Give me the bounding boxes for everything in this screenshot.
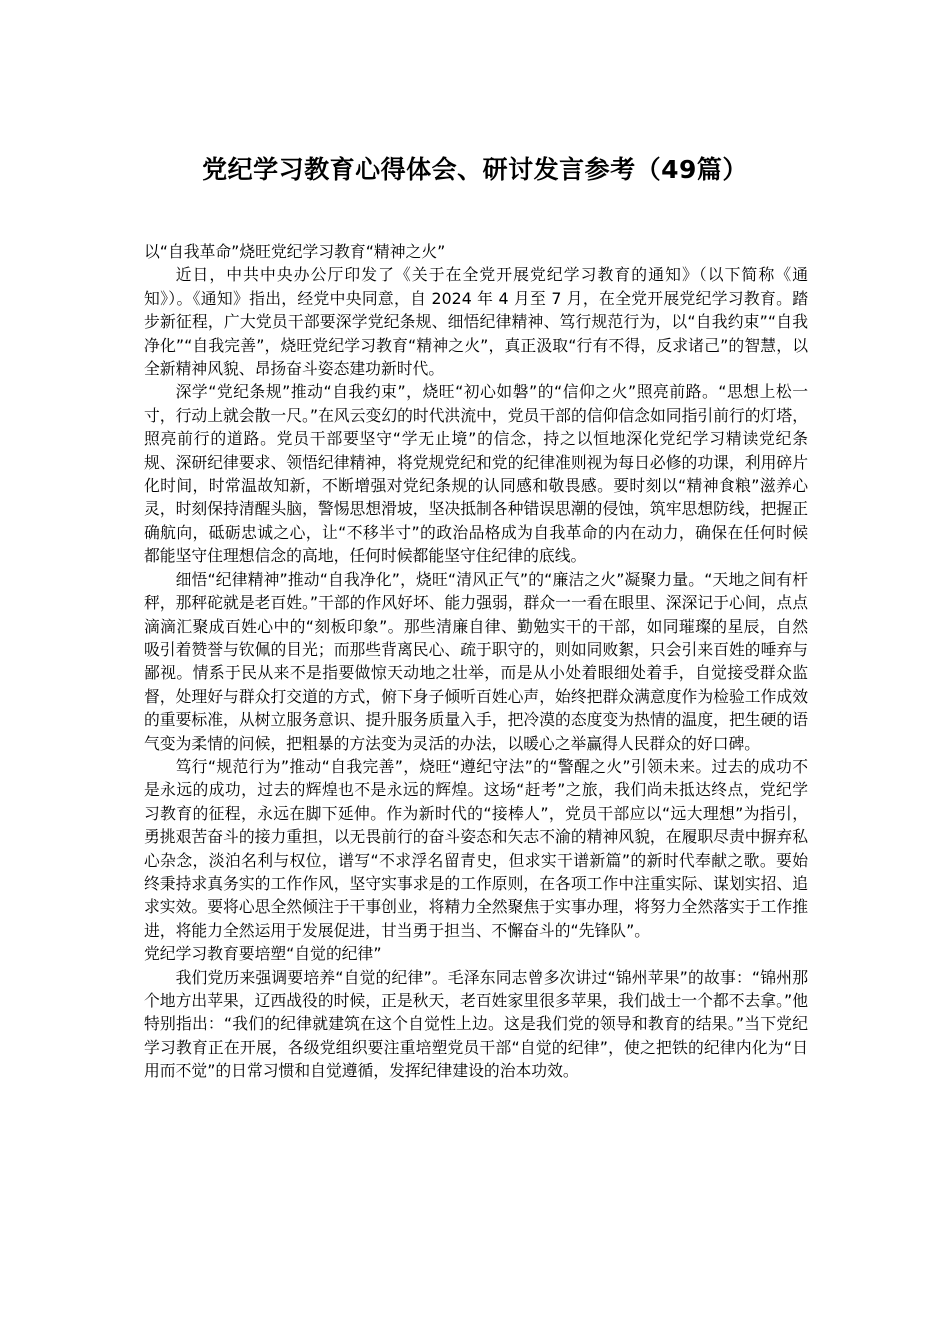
paragraph: 细悟“纪律精神”推动“自我净化”，烧旺“清风正气”的“廉洁之火”凝聚力量。“天地之间有杆秤，那秤砣就是老百姓。”干部的作风好坏、能力强弱，群众一一看在眼里、深深记于心间，点点滴滴汇聚成百姓心中的“刻板印象”。那些清廉自律、勤勉实干的干部，如同璀璨的星辰，自然吸引着赞誉与钦佩的目光；而那些背离民心、疏于职守的，则如同败絮，只会引来百姓的唾弃与鄙视。情系于民从来不是指要做惊天动地之壮举，而是从小处着眼细处着手，自觉接受群众监督，处理好与群众打交道的方式，俯下身子倾听百姓心声，始终把群众满意度作为检验工作成效的重要标准，从树立服务意识、提升服务质量入手，把冷漠的态度变为热情的温度，把生硬的语气变为柔情的问候，把粗暴的方法变为灵活的办法，以暖心之举赢得人民群众的好口碑。 xyxy=(144,569,808,753)
section-heading: 以“自我革命”烧旺党纪学习教育“精神之火” xyxy=(144,242,446,261)
paragraph: 我们党历来强调要培养“自觉的纪律”。毛泽东同志曾多次讲过“锦州苹果”的故事：“锦州那个地方出苹果，辽西战役的时候，正是秋天，老百姓家里很多苹果，我们战士一个都不去拿。”他特别指出：“我们的纪律就建筑在这个自觉性上边。这是我们党的领导和教育的结果。”当下党纪学习教育正在开展，各级党组织要注重培塑党员干部“自觉的纪律”，使之把铁的纪律内化为“日用而不觉”的日常习惯和自觉遵循，发挥纪律建设的治本功效。 xyxy=(144,967,808,1081)
document-title: 党纪学习教育心得体会、研讨发言参考（49篇） xyxy=(202,155,748,184)
paragraph: 深学“党纪条规”推动“自我约束”，烧旺“初心如磐”的“信仰之火”照亮前路。“思想上松一寸，行动上就会散一尺。”在风云变幻的时代洪流中，党员干部的信仰信念如同指引前行的灯塔，照亮前行的道路。党员干部要坚守“学无止境”的信念，持之以恒地深化党纪学习精读党纪条规、深研纪律要求、领悟纪律精神，将党规党纪和党的纪律准则视为每日必修的功课，利用碎片化时间，时常温故知新，不断增强对党纪条规的认同感和敬畏感。要时刻以“精神食粮”滋养心灵，时刻保持清醒头脑，警惕思想滑坡，坚决抵制各种错误思潮的侵蚀，筑牢思想防线，把握正确航向，砥砺忠诚之心，让“不移半寸”的政治品格成为自我革命的内在动力，确保在任何时候都能坚守住理想信念的高地，任何时候都能坚守住纪律的底线。 xyxy=(144,382,808,566)
document-body xyxy=(144,240,808,1083)
paragraph: 近日，中共中央办公厅印发了《关于在全党开展党纪学习教育的通知》（以下简称《通知》）。《通知》指出，经党中央同意，自 2024 年 4 月至 7 月，在全党开展党纪学习教育。踏步新征程，广大党员干部要深学党纪条规、细悟纪律精神、笃行规范行为，以“自我约束”“自我净化”“自我完善”，烧旺党纪学习教育“精神之火”，真正汲取“行有不得，反求诸己”的智慧，以全新精神风貌、昂扬奋斗姿态建功新时代。 xyxy=(144,265,808,379)
section-heading: 党纪学习教育要培塑“自觉的纪律” xyxy=(144,944,382,964)
paragraph: 笃行“规范行为”推动“自我完善”，烧旺“遵纪守法”的“警醒之火”引领未来。过去的成功不是永远的成功，过去的辉煌也不是永远的辉煌。这场“赶考”之旅，我们尚未抵达终点，党纪学习教育的征程，永远在脚下延伸。作为新时代的“接棒人”，党员干部应以“远大理想”为指引，勇挑艰苦奋斗的接力重担，以无畏前行的奋斗姿态和矢志不渝的精神风貌，在履职尽责中摒弃私心杂念，淡泊名利与权位，谱写“不求浮名留青史，但求实干谱新篇”的新时代奉献之歌。要始终秉持求真务实的工作作风，坚守实事求是的工作原则，在各项工作中注重实际、谋划实招、追求实效。要将心思全然倾注于干事创业，将精力全然聚焦于实事办理，将努力全然落实于工作推进，将能力全然运用于发展促进，甘当勇于担当、不懈奋斗的“先锋队”。 xyxy=(144,756,808,940)
